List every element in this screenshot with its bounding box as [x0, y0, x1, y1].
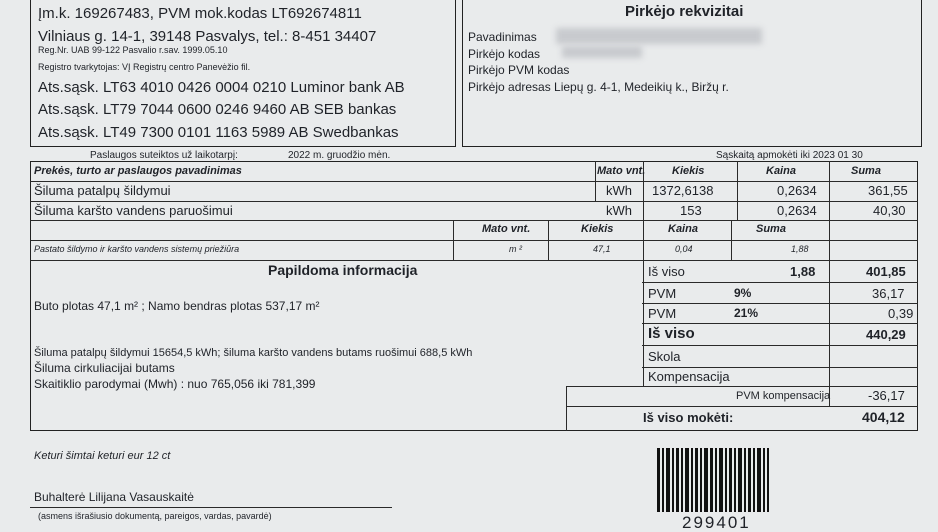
maintenance-price: 0,04 — [675, 244, 693, 254]
row1-unit: kWh — [606, 183, 632, 198]
sub-header-qty: Kiekis — [581, 223, 614, 235]
row2-qty: 153 — [680, 203, 702, 218]
vat21-rate: 21% — [734, 306, 759, 320]
maintenance-unit: m ² — [509, 244, 522, 254]
maintenance-sum: 1,88 — [791, 244, 809, 254]
extra-title: Papildoma informacija — [268, 262, 418, 278]
vat9-value: 36,17 — [872, 286, 905, 301]
col-header-sum: Suma — [851, 165, 881, 177]
vat21-value: 0,39 — [888, 306, 914, 321]
payment-due: Sąskaitą apmokėti iki 2023 01 30 — [716, 150, 863, 161]
extra-heat: Šiluma patalpų šildymui 15654,5 kWh; šiluma karšto vandens butams ruošimui 688,5 kWh — [34, 347, 473, 359]
services-period-value: 2022 m. gruodžio mėn. — [288, 150, 391, 161]
services-period-label: Paslaugos suteiktos už laikotarpį: — [90, 150, 238, 161]
barcode — [657, 448, 769, 512]
sub-header-unit: Mato vnt. — [482, 223, 531, 235]
total-label: Iš viso — [648, 264, 685, 279]
compensation-label: Kompensacija — [648, 369, 730, 384]
total-mid-value: 1,88 — [790, 264, 816, 279]
seller-account-1: Ats.sąsk. LT63 4010 0426 0004 0210 Luminor bank AB — [38, 79, 405, 96]
signature-caption: (asmens išrašiusio dokumentą, pareigos, vardas, pavardė) — [38, 511, 272, 521]
debt-label: Skola — [648, 349, 681, 364]
row1-qty: 1372,6138 — [652, 183, 714, 198]
seller-account-2: Ats.sąsk. LT79 7044 0600 0246 9460 AB SEB bankas — [38, 101, 397, 118]
col-header-name: Prekės, turto ar paslaugos pavadinimas — [34, 165, 242, 177]
row1-price: 0,2634 — [777, 183, 817, 198]
buyer-code-label: Pirkėjo kodas — [468, 47, 541, 61]
amount-due-label: Iš viso mokėti: — [643, 410, 734, 425]
vat-compensation-label: PVM kompensacija — [736, 390, 831, 402]
row2-sum: 40,30 — [873, 203, 906, 218]
row2-name: Šiluma karšto vandens paruošimui — [34, 203, 233, 218]
buyer-code-redacted — [562, 46, 642, 58]
col-header-price: Kaina — [766, 165, 796, 177]
vat9-label: PVM — [648, 286, 677, 301]
row1-name: Šiluma patalpų šildymui — [34, 183, 171, 198]
col-header-unit: Mato vnt. — [597, 165, 646, 177]
total-with-vat-label: Iš viso — [648, 325, 695, 342]
extra-meter: Skaitiklio parodymai (Mwh) : nuo 765,056 iki 781,399 — [34, 377, 316, 391]
buyer-title: Pirkėjo rekvizitai — [625, 3, 744, 20]
total-with-vat-value: 440,29 — [866, 327, 906, 342]
buyer-name-label: Pavadinimas — [468, 30, 537, 44]
buyer-name-redacted — [556, 28, 762, 44]
seller-account-3: Ats.sąsk. LT49 7300 0101 1163 5989 AB Swedbankas — [38, 124, 399, 141]
seller-address: Vilniaus g. 14-1, 39148 Pasvalys, tel.: 8-451 34407 — [38, 28, 377, 45]
buyer-address: Pirkėjo adresas Liepų g. 4-1, Medeikių k., Biržų r. — [468, 80, 729, 94]
seller-company-line: Įm.k. 169267483, PVM mok.kodas LT692674811 — [38, 5, 362, 22]
maintenance-qty: 47,1 — [593, 244, 611, 254]
sub-header-sum: Suma — [756, 223, 786, 235]
row2-unit: kWh — [606, 203, 632, 218]
barcode-number: 299401 — [682, 513, 751, 532]
extra-circulation: Šiluma cirkuliacijai butams — [34, 361, 175, 375]
row2-price: 0,2634 — [777, 203, 817, 218]
seller-reg-nr: Reg.Nr. UAB 99-122 Pasvalio r.sav. 1999.05.10 — [38, 45, 228, 55]
vat21-label: PVM — [648, 306, 677, 321]
accountant-name: Buhalterė Lilijana Vasauskaitė — [34, 490, 194, 504]
row1-sum: 361,55 — [868, 183, 908, 198]
sub-header-price: Kaina — [668, 223, 698, 235]
vat9-rate: 9% — [734, 286, 752, 300]
vat-compensation-value: -36,17 — [868, 388, 905, 403]
amount-in-words: Keturi šimtai keturi eur 12 ct — [34, 450, 171, 462]
total-value: 401,85 — [866, 264, 906, 279]
extra-area: Buto plotas 47,1 m² ; Namo bendras plotas 537,17 m² — [34, 299, 320, 313]
seller-registry: Registro tvarkytojas: VĮ Registrų centro Panevėžio fil. — [38, 62, 251, 72]
maintenance-name: Pastato šildymo ir karšto vandens sistemų priežiūra — [34, 244, 240, 254]
amount-due-value: 404,12 — [862, 409, 905, 425]
buyer-vat-label: Pirkėjo PVM kodas — [468, 63, 570, 77]
col-header-qty: Kiekis — [672, 165, 705, 177]
